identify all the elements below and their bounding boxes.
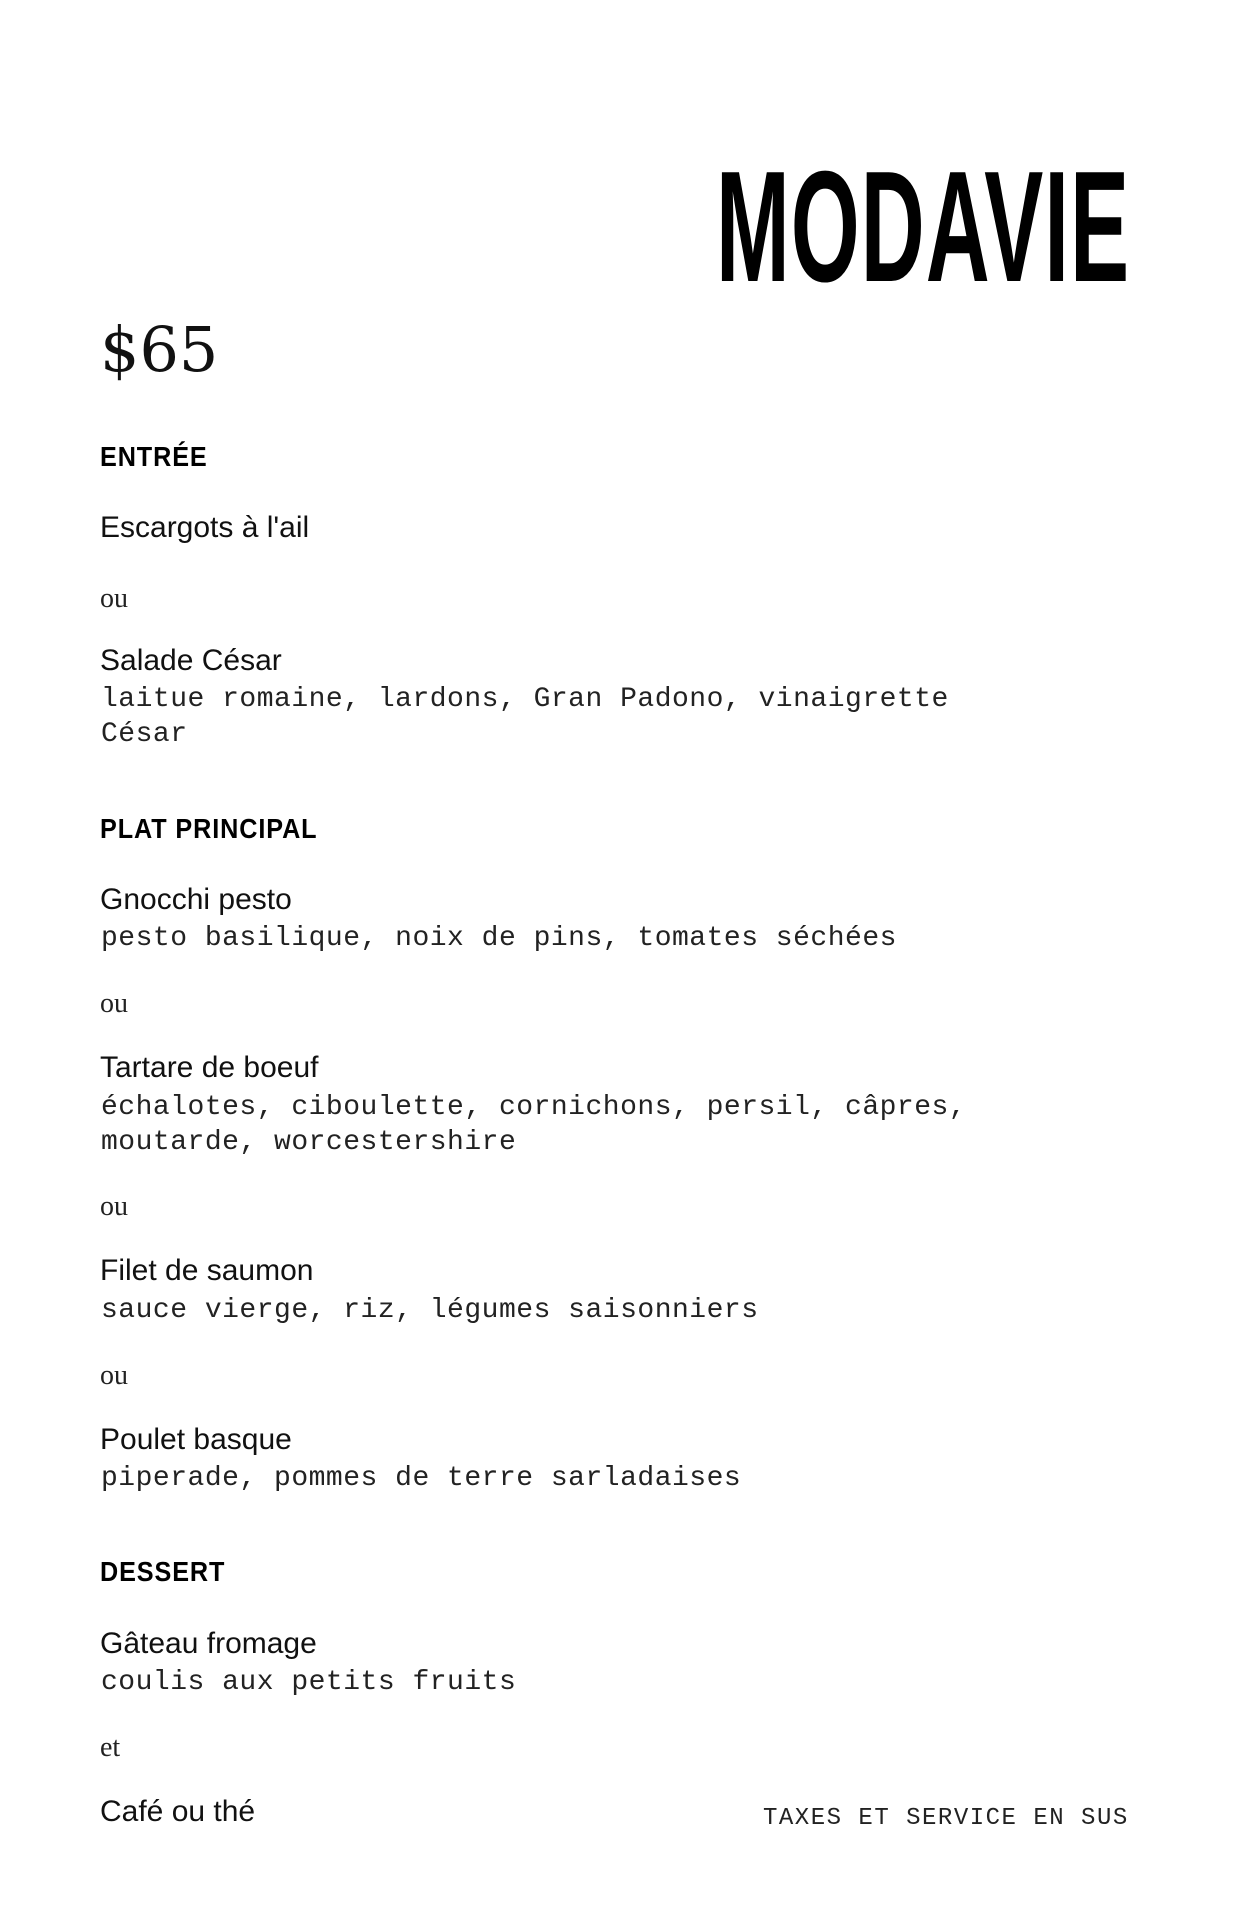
dish-gateau-fromage: Gâteau fromage [100,1627,317,1660]
dish-description: échalotes, ciboulette, cornichons, persil, câpres, moutarde, worcestershire [101,1092,967,1158]
section-title-plat-principal: PLAT PRINCIPAL [100,813,318,844]
separator-ou: ou [100,988,128,1019]
separator-ou: ou [100,1191,128,1222]
separator-ou: ou [100,583,128,614]
dish-description: laitue romaine, lardons, Gran Padono, vinaigrette César [101,684,949,750]
dish-description: piperade, pommes de terre sarladaises [101,1463,742,1494]
dish-cafe-ou-the: Café ou thé [100,1795,256,1828]
separator-ou: ou [100,1360,128,1391]
dish-description: pesto basilique, noix de pins, tomates séchées [101,923,897,954]
restaurant-logo: MODAVIE [716,139,1131,315]
dish-salade-cesar: Salade César [100,644,282,677]
separator-et: et [100,1732,121,1763]
taxes-footnote: TAXES ET SERVICE EN SUS [763,1805,1129,1832]
dish-gnocchi-pesto: Gnocchi pesto [100,883,292,916]
dish-description: sauce vierge, riz, légumes saisonniers [101,1295,759,1326]
section-title-dessert: DESSERT [100,1556,226,1587]
dish-tartare-de-boeuf: Tartare de boeuf [100,1051,319,1084]
menu-price: $65 [100,313,219,386]
section-title-entree: ENTRÉE [100,441,208,472]
dish-poulet-basque: Poulet basque [100,1423,292,1456]
dish-filet-de-saumon: Filet de saumon [100,1254,314,1287]
dish-escargots: Escargots à l'ail [100,511,310,544]
dish-description: coulis aux petits fruits [101,1667,517,1698]
